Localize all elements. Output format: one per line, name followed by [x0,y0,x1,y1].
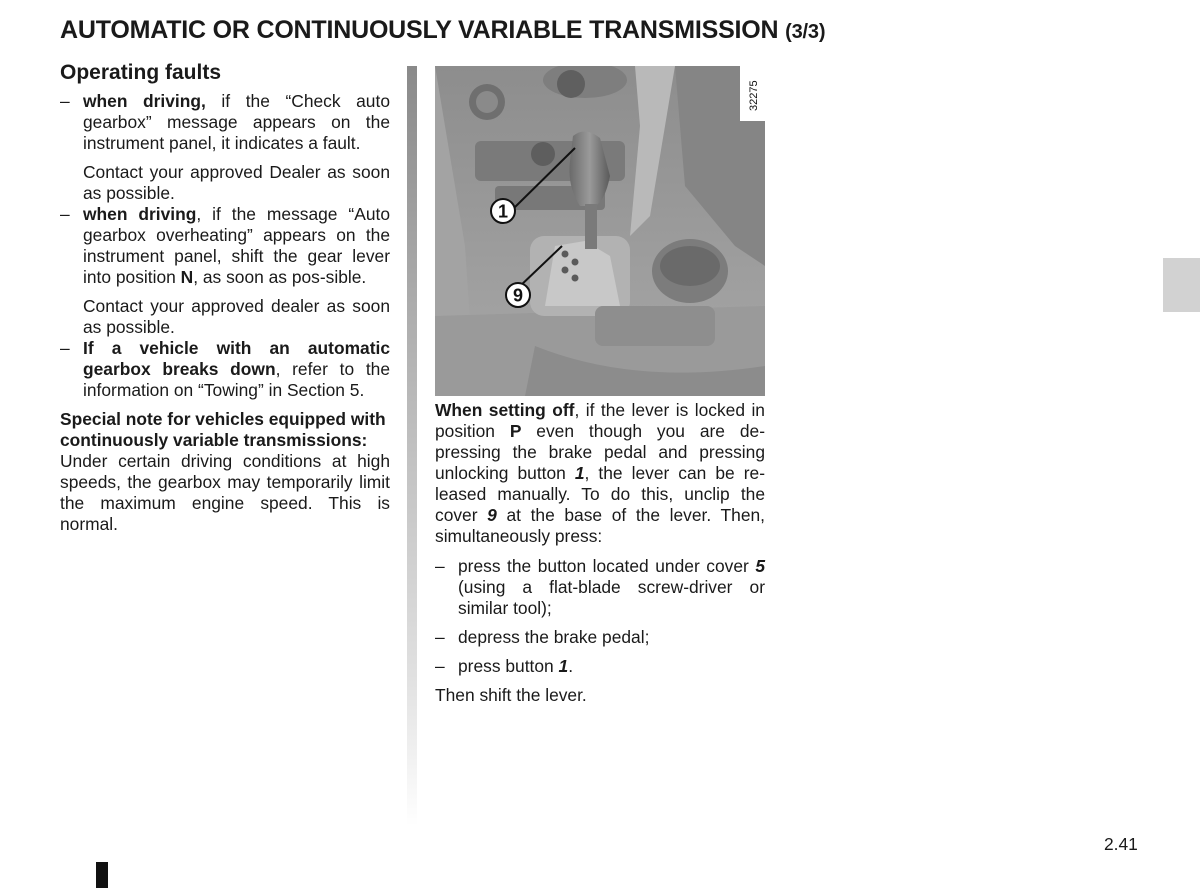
gear-position-key: P [509,421,522,441]
intro-bold-label: When setting off [435,400,575,420]
intro-text: , if the lever is locked in position [435,400,765,441]
intro-text: even though you are de-pressing the brake pedal and pressing unlocking button [435,421,765,483]
cvt-note-heading: Special note for vehicles equipped with continuously variable transmissions: [60,409,386,450]
dash-bullet: – [60,204,70,224]
step-text: . [568,656,574,676]
intro-text: , the lever can be re-leased manually. To do this, unclip the cover [435,463,765,525]
section-heading: Operating faults [60,61,222,84]
dash-bullet: – [435,556,445,576]
ref-button-1: 1 [558,656,569,676]
step-text: depress the brake pedal; [458,627,650,647]
fault-item-check-gearbox [60,91,390,154]
column-divider [407,66,417,826]
item-bold-label: If a vehicle with an automatic gearbox breaks down [83,338,390,379]
item-text: , refer to the information on “Towing” in Section 5. [83,359,391,400]
item-bold-label: when driving, [83,91,206,111]
item-text: , if the message “Auto gearbox overheating” appears on the instrument panel, shift the gear lever into position [83,204,390,287]
intro-text: at the base of the lever. Then, simultaneously press: [435,505,765,546]
title-text: AUTOMATIC OR CONTINUOUSLY VARIABLE TRANSMISSION [60,16,779,44]
contact-dealer-note: Contact your approved Dealer as soon as possible. [83,162,390,203]
release-step-2 [435,627,765,648]
callout-label-1: 1 [497,201,509,222]
right-column [435,400,765,706]
release-intro [435,400,765,547]
print-crop-mark [96,862,108,888]
closing-instruction: Then shift the lever. [435,685,587,705]
fault-item-overheating [60,204,390,288]
gear-position-key: N [180,267,194,287]
cvt-note-text: Under certain driving conditions at high speeds, the gearbox may temporarily limit the maximum engine speed. This is normal. [60,451,390,534]
page-title [60,16,825,45]
item-text: , as soon as pos-sible. [193,267,367,287]
dash-bullet: – [435,627,445,647]
title-part-indicator: (3/3) [785,21,826,43]
contact-dealer-note: Contact your approved dealer as soon as possible. [83,296,390,337]
center-console-drawing [435,66,765,396]
release-step-1 [435,556,765,619]
ref-cover-5: 5 [755,556,765,576]
fault-item-breakdown [60,338,390,401]
ref-cover-9: 9 [487,505,497,525]
dash-bullet: – [60,338,70,358]
step-text: press button [458,656,559,676]
dash-bullet: – [60,91,70,111]
item-bold-label: when driving [83,204,197,224]
section-thumb-tab [1163,258,1200,312]
callout-label-9: 9 [512,285,524,306]
page-number: 2.41 [1104,834,1138,854]
gear-lever-illustration [435,66,765,396]
figure-ref-code: 32275 [748,80,760,111]
step-text: press the button located under cover [458,556,756,576]
ref-button-1: 1 [574,463,585,483]
step-text: (using a flat-blade screw-driver or similar tool); [458,577,765,618]
release-step-3 [435,656,765,677]
left-column [60,62,390,535]
item-text: if the “Check auto gearbox” message appears on the instrument panel, it indicates a fault. [83,91,390,153]
dash-bullet: – [435,656,445,676]
